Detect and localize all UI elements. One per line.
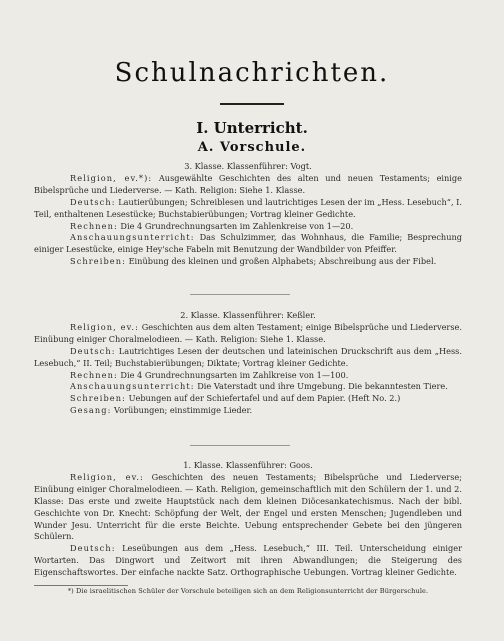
klasse3-rechnen-label: Rechnen:: [70, 220, 118, 231]
klasse3-deutsch-text: Lautierübungen; Schreiblesen und lautrichtiges Lesen der im „Hess. Lesebuch“, I. Teil, enthaltenen Lesestücke; Buchstabierübungen; Vortrag kleiner Gedichte.: [34, 196, 462, 219]
klasse3-deutsch-label: Deutsch:: [70, 196, 116, 207]
section-heading: I. Unterricht.: [196, 119, 308, 137]
klasse3-rechnen-text: Die 4 Grundrechnungsarten im Zahlenkreise von 1—20.: [117, 220, 354, 231]
klasse1-deutsch-label: Deutsch:: [70, 543, 116, 554]
klasse2-deutsch-text: Lautrichtiges Lesen der deutschen und lateinischen Druckschrift aus dem „Hess. Lesebuch,“ II. Teil; Buchstabierübungen; Diktate; Vortrag kleiner Gedichte.: [34, 345, 462, 368]
section-divider: [190, 445, 290, 446]
klasse2-rechnen-text: Die 4 Grundrechnungsarten im Zahlkreise von 1—100.: [117, 369, 349, 380]
klasse1-heading: 1. Klasse. Klassenführer: Goos.: [183, 460, 313, 470]
klasse3-rechnen: [34, 221, 462, 233]
klasse2-schreiben-text: Uebungen auf der Schiefertafel und auf dem Papier. (Heft No. 2.): [125, 393, 401, 404]
klasse3-deutsch: [34, 197, 462, 221]
klasse2-rechnen: [34, 370, 462, 382]
klasse2-gesang: [34, 405, 462, 417]
footnote-rule: [34, 585, 128, 586]
klasse3-anschauung-label: Anschauungsunterricht:: [70, 232, 195, 243]
klasse1-religion-text: Geschichten des neuen Testaments; Bibelsprüche und Liederverse; Einübung einiger Choralmelodieen. — Kath. Religion, gemeinschaftlich mit den Schülern der 1. und 2. Klasse: Das erste und zweite Hauptstück nach dem kleinen Diöcesankatechismus. Nach der bibl. Geschichte von Dr. Knecht: Schöpfung der Welt, der Engel und ersten Menschen; Jugendleben und Wunder Jesu. Unterricht für die erste Beichte. Uebung entsprechender Gebete bei den jüngeren Schülern.: [34, 471, 462, 542]
klasse2-deutsch: [34, 346, 462, 370]
klasse3-schreiben-text: Einübung des kleinen und großen Alphabets; Abschreibung aus der Fibel.: [125, 256, 437, 267]
klasse3-schreiben: [34, 256, 462, 268]
klasse2-anschauung-label: Anschauungsunterricht:: [70, 381, 195, 392]
klasse2-religion: [34, 322, 462, 346]
klasse3-heading: 3. Klasse. Klassenführer: Vogt.: [184, 161, 312, 171]
klasse1-deutsch: [34, 543, 462, 579]
section-divider: [190, 294, 290, 295]
klasse2-schreiben-label: Schreiben:: [70, 393, 126, 404]
klasse2-rechnen-label: Rechnen:: [70, 369, 118, 380]
klasse2-gesang-text: Vorübungen; einstimmige Lieder.: [111, 405, 253, 416]
page-title: Schulnachrichten.: [114, 58, 390, 88]
klasse1-deutsch-text: Leseübungen aus dem „Hess. Lesebuch,“ III. Teil. Unterscheidung einiger Wortarten. Das Dingwort und Zeitwort mit ihren Abwandlungen; die Steigerung des Eigenschaftswortes. Der einfache nackte Satz. Orthographische Uebungen. Vortrag kleiner Gedichte.: [34, 543, 462, 578]
klasse2-anschauung-text: Die Vaterstadt und ihre Umgebung. Die bekanntesten Tiere.: [194, 381, 448, 392]
klasse2-heading: 2. Klasse. Klassenführer: Keßler.: [180, 310, 316, 320]
klasse1-section: [34, 460, 462, 579]
klasse3-religion: [34, 173, 462, 197]
klasse3-schreiben-label: Schreiben:: [70, 256, 126, 267]
klasse1-religion-label: Religion, ev.:: [70, 471, 144, 482]
klasse2-anschauung: [34, 381, 462, 393]
klasse2-gesang-label: Gesang:: [70, 405, 112, 416]
klasse3-religion-label: Religion, ev.*):: [70, 172, 153, 183]
footnote: *) Die israelitischen Schüler der Vorschule beteiligen sich an dem Religionsunterricht der Bürgerschule.: [67, 587, 429, 595]
klasse2-religion-text: Geschichten aus dem alten Testament; einige Bibelsprüche und Liederverse. Einübung einiger Choralmelodieen. — Kath. Religion: Siehe 1. Klasse.: [34, 321, 462, 344]
klasse3-anschauung: [34, 232, 462, 256]
subsection-heading: A. Vorschule.: [197, 140, 307, 155]
klasse1-religion: [34, 472, 462, 543]
klasse2-section: [34, 310, 462, 417]
klasse3-section: [34, 161, 462, 268]
klasse3-anschauung-text: Das Schulzimmer, das Wohnhaus, die Familie; Besprechung einiger Lesestücke, einige Hey'sche Fabeln mit Benutzung der Wandbilder von Pfeiffer.: [34, 232, 462, 255]
klasse2-schreiben: [34, 393, 462, 405]
klasse2-religion-label: Religion, ev.:: [70, 321, 139, 332]
klasse3-religion-text: Ausgewählte Geschichten des alten und neuen Testaments; einige Bibelsprüche und Liederverse. — Kath. Religion: Siehe 1. Klasse.: [34, 172, 463, 195]
klasse2-deutsch-label: Deutsch:: [70, 345, 116, 356]
title-underline: [220, 103, 284, 105]
